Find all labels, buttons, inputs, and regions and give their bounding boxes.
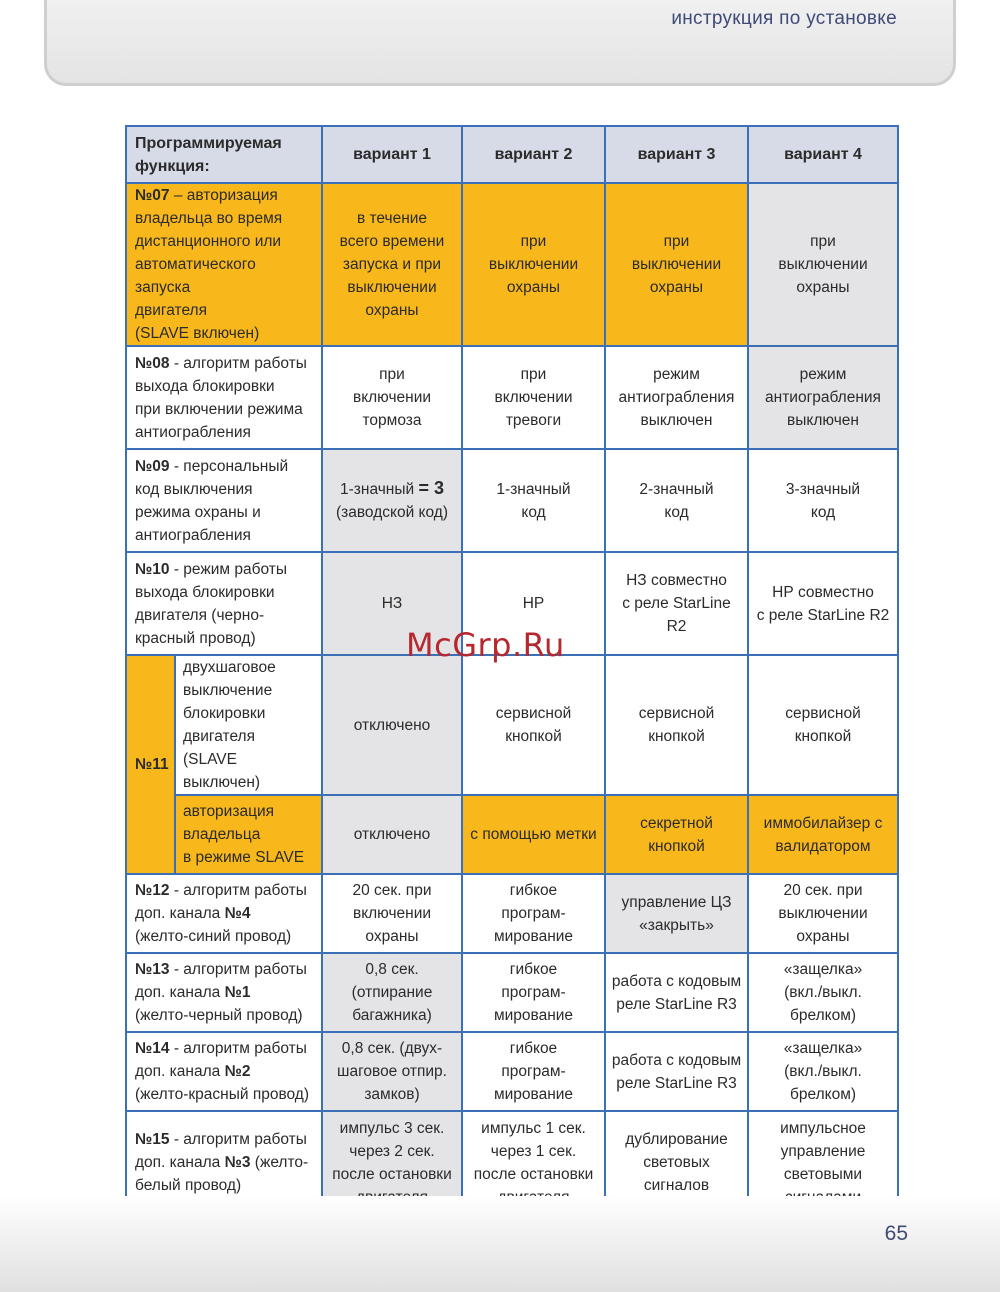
- header-panel: [44, 0, 956, 86]
- header-variant-3: вариант 3: [605, 126, 748, 183]
- table-header-row: [126, 126, 898, 183]
- header-variant-4: вариант 4: [748, 126, 898, 183]
- cell-11a-v1: отключено: [322, 655, 462, 795]
- cell-12-v2: гибкое програм- мирование: [462, 874, 605, 953]
- cell-09-v2: 1-значный код: [462, 449, 605, 552]
- cell-11a-v4: сервисной кнопкой: [748, 655, 898, 795]
- cell-13-v1: 0,8 сек. (отпирание багажника): [322, 953, 462, 1032]
- table-row-13: [126, 953, 898, 1032]
- function-cell-09: [126, 449, 322, 552]
- function-number: №14: [135, 1040, 170, 1057]
- cell-12-v4: 20 сек. при выключении охраны: [748, 874, 898, 953]
- cell-14-v4: «защелка» (вкл./выкл. брелком): [748, 1032, 898, 1111]
- cell-08-v1: при включении тормоза: [322, 346, 462, 449]
- function-number: №09: [135, 457, 170, 475]
- function-number: №15: [135, 1131, 170, 1148]
- cell-15-v3: дублирование световых сигналов: [605, 1111, 748, 1214]
- function-description: - алгоритм работы доп. канала: [135, 961, 307, 1001]
- cell-08-v4: режим антиограбления выключен: [748, 346, 898, 449]
- table-row-08: [126, 346, 898, 449]
- cell-14-v3: работа с кодовым реле StarLine R3: [605, 1032, 748, 1111]
- function-description: - режим работы выхода блокировки двигателя (черно- красный провод): [135, 560, 287, 647]
- cell-12-v1: 20 сек. при включении охраны: [322, 874, 462, 953]
- cell-11b-v1: отключено: [322, 795, 462, 874]
- factory-code-value: = 3: [418, 478, 444, 498]
- cell-15-v1: импульс 3 сек. через 2 сек. после остановки: [322, 1111, 462, 1214]
- footer-band: [0, 1196, 1000, 1292]
- function-description: - алгоритм работы выхода блокировки при включении режима антиограбления: [135, 354, 307, 441]
- function-description: - алгоритм работы доп. канала: [135, 1040, 307, 1080]
- cell-15-v4: импульсное управление световыми: [748, 1111, 898, 1214]
- function-description: – авторизация владельца во время дистанционного или автоматического запуска двигателя (SLAVE включен): [135, 187, 283, 342]
- header-variant-2: вариант 2: [462, 126, 605, 183]
- function-number-11: №11: [126, 655, 175, 874]
- function-cell-08: [126, 346, 322, 449]
- cell-12-v3: управление ЦЗ «закрыть»: [605, 874, 748, 953]
- function-number: №08: [135, 354, 170, 372]
- cell-08-v3: режим антиограбления выключен: [605, 346, 748, 449]
- cell-11b-v2: с помощью метки: [462, 795, 605, 874]
- function-cell-14: [126, 1032, 322, 1111]
- code-digits-label: 1-значный: [340, 481, 419, 498]
- cell-09-v4: 3-значный код: [748, 449, 898, 552]
- channel-number: №2: [224, 1063, 251, 1080]
- cell-07-v3: при выключении охраны: [605, 183, 748, 346]
- function-sub-11a: двухшаговое выключение блокировки двигателя (SLAVE выключен): [175, 655, 322, 795]
- header-function: Программируемая функция:: [126, 126, 322, 183]
- cell-07-v1: в течение всего времени запуска и при выключении охраны: [322, 183, 462, 346]
- cell-11a-v3: сервисной кнопкой: [605, 655, 748, 795]
- channel-number: №3: [224, 1154, 251, 1171]
- watermark-text: McGrp.Ru: [406, 626, 565, 664]
- cell-11a-v2: сервисной кнопкой: [462, 655, 605, 795]
- channel-number: №4: [224, 905, 251, 922]
- cell-13-v3: работа с кодовым реле StarLine R3: [605, 953, 748, 1032]
- cell-11b-v4: иммобилайзер с валидатором: [748, 795, 898, 874]
- function-number: №13: [135, 961, 170, 978]
- cell-09-v1: [322, 449, 462, 552]
- cell-10-v4: НР совместно с реле StarLine R2: [748, 552, 898, 655]
- wire-description: (желто-синий провод): [135, 928, 292, 945]
- function-sub-11b: авторизация владельца в режиме SLAVE: [175, 795, 322, 874]
- header-variant-1: вариант 1: [322, 126, 462, 183]
- wire-description: (желто- белый провод): [135, 1154, 309, 1194]
- function-cell-07: [126, 183, 322, 346]
- wire-description: (желто-красный провод): [135, 1086, 310, 1103]
- function-cell-12: [126, 874, 322, 953]
- function-description: - алгоритм работы доп. канала: [135, 882, 307, 922]
- cell-14-v2: гибкое програм- мирование: [462, 1032, 605, 1111]
- factory-code-note: (заводской код): [335, 504, 448, 521]
- cell-10-v1: НЗ: [322, 552, 462, 655]
- cell-07-v4: при выключении охраны: [748, 183, 898, 346]
- table-row-12: [126, 874, 898, 953]
- cell-10-v2: НР: [462, 552, 605, 655]
- cell-14-v1: 0,8 сек. (двух- шаговое отпир. замков): [322, 1032, 462, 1111]
- table-row-11a: [126, 655, 898, 795]
- page-header-title: инструкция по установке: [671, 8, 897, 29]
- function-number: №07: [135, 187, 170, 204]
- page-number: 65: [884, 1222, 908, 1245]
- cell-09-v3: 2-значный код: [605, 449, 748, 552]
- cell-15-v2: импульс 1 сек. через 1 сек. после остановки: [462, 1111, 605, 1214]
- cell-10-v3: НЗ совместно с реле StarLine R2: [605, 552, 748, 655]
- cell-11b-v3: секретной кнопкой: [605, 795, 748, 874]
- function-description: - алгоритм работы доп. канала: [135, 1131, 307, 1171]
- function-table: [125, 125, 899, 1215]
- table-row-07: [126, 183, 898, 346]
- function-description: - персональный код выключения режима охраны и антиограбления: [135, 457, 289, 544]
- cell-08-v2: при включении тревоги: [462, 346, 605, 449]
- table-row-11b: [126, 795, 898, 874]
- cell-07-v2: при выключении охраны: [462, 183, 605, 346]
- function-cell-13: [126, 953, 322, 1032]
- function-number: №12: [135, 882, 170, 899]
- function-number: №10: [135, 560, 170, 578]
- wire-description: (желто-черный провод): [135, 1007, 303, 1024]
- table-row-09: [126, 449, 898, 552]
- cell-13-v4: «защелка» (вкл./выкл. брелком): [748, 953, 898, 1032]
- channel-number: №1: [224, 984, 251, 1001]
- table-row-14: [126, 1032, 898, 1111]
- function-cell-10: [126, 552, 322, 655]
- cell-13-v2: гибкое програм- мирование: [462, 953, 605, 1032]
